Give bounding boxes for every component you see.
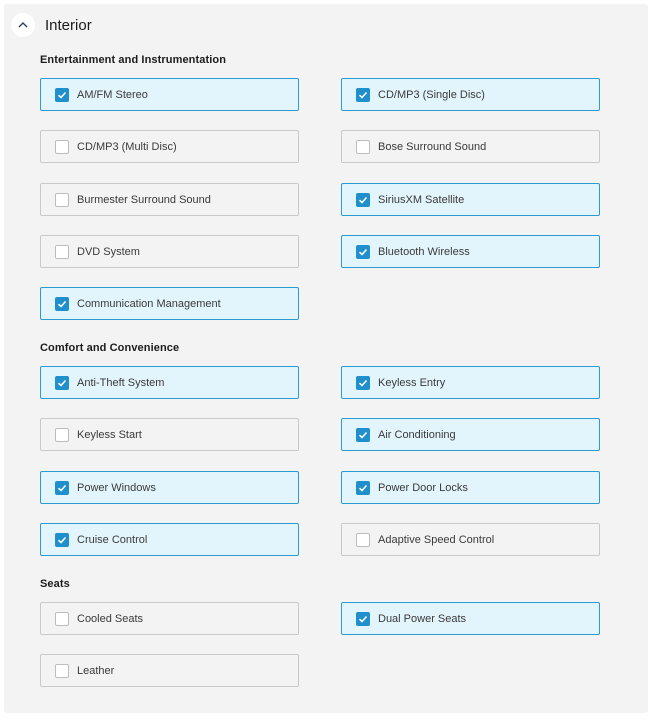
option-label: SiriusXM Satellite xyxy=(378,193,465,206)
option-adaptive-speed-control[interactable] xyxy=(341,523,600,556)
section-title: Interior xyxy=(45,16,92,34)
option-label: Communication Management xyxy=(77,297,221,310)
checkbox[interactable] xyxy=(356,533,370,547)
option-label: AM/FM Stereo xyxy=(77,88,148,101)
group-title-entertainment: Entertainment and Instrumentation xyxy=(40,54,227,66)
option-cd-mp3-single-disc[interactable] xyxy=(341,78,600,111)
check-icon xyxy=(358,195,368,205)
chevron-up-icon xyxy=(17,19,29,31)
option-air-conditioning[interactable] xyxy=(341,418,600,451)
checkbox[interactable] xyxy=(55,533,69,547)
option-label: Keyless Start xyxy=(77,428,142,441)
checkbox[interactable] xyxy=(356,88,370,102)
option-label: Anti-Theft System xyxy=(77,376,165,389)
checkbox[interactable] xyxy=(356,481,370,495)
checkbox[interactable] xyxy=(55,193,69,207)
option-anti-theft-system[interactable] xyxy=(40,366,299,399)
option-label: Adaptive Speed Control xyxy=(378,533,495,546)
option-label: Cruise Control xyxy=(77,533,148,546)
option-cruise-control[interactable] xyxy=(40,523,299,556)
check-icon xyxy=(57,378,67,388)
option-label: Leather xyxy=(77,664,115,677)
checkbox[interactable] xyxy=(55,140,69,154)
option-leather[interactable] xyxy=(40,654,299,687)
check-icon xyxy=(358,247,368,257)
option-label: Power Windows xyxy=(77,481,156,494)
option-keyless-start[interactable] xyxy=(40,418,299,451)
section-header[interactable] xyxy=(11,13,92,37)
option-label: Dual Power Seats xyxy=(378,612,467,625)
check-icon xyxy=(358,90,368,100)
option-dual-power-seats[interactable] xyxy=(341,602,600,635)
checkbox[interactable] xyxy=(55,481,69,495)
checkbox[interactable] xyxy=(55,88,69,102)
option-siriusxm-satellite[interactable] xyxy=(341,183,600,216)
option-cooled-seats[interactable] xyxy=(40,602,299,635)
option-communication-management[interactable] xyxy=(40,287,299,320)
collapse-toggle-button[interactable] xyxy=(11,13,35,37)
option-label: DVD System xyxy=(77,245,140,258)
check-icon xyxy=(57,299,67,309)
check-icon xyxy=(57,483,67,493)
checkbox[interactable] xyxy=(55,612,69,626)
checkbox[interactable] xyxy=(55,376,69,390)
option-keyless-entry[interactable] xyxy=(341,366,600,399)
checkbox[interactable] xyxy=(356,428,370,442)
check-icon xyxy=(57,535,67,545)
checkbox[interactable] xyxy=(356,193,370,207)
option-label: Bose Surround Sound xyxy=(378,140,487,153)
check-icon xyxy=(358,614,368,624)
option-label: Burmester Surround Sound xyxy=(77,193,211,206)
option-label: Keyless Entry xyxy=(378,376,446,389)
group-title-comfort: Comfort and Convenience xyxy=(40,342,180,354)
option-label: Bluetooth Wireless xyxy=(378,245,470,258)
checkbox[interactable] xyxy=(356,376,370,390)
option-burmester-surround-sound[interactable] xyxy=(40,183,299,216)
checkbox[interactable] xyxy=(55,428,69,442)
interior-panel xyxy=(4,4,648,713)
check-icon xyxy=(358,483,368,493)
option-label: CD/MP3 (Single Disc) xyxy=(378,88,485,101)
checkbox[interactable] xyxy=(356,140,370,154)
option-power-windows[interactable] xyxy=(40,471,299,504)
checkbox[interactable] xyxy=(356,245,370,259)
checkbox[interactable] xyxy=(55,664,69,678)
checkbox[interactable] xyxy=(55,245,69,259)
check-icon xyxy=(358,378,368,388)
group-title-seats: Seats xyxy=(40,578,70,590)
check-icon xyxy=(57,90,67,100)
option-label: Air Conditioning xyxy=(378,428,456,441)
option-am-fm-stereo[interactable] xyxy=(40,78,299,111)
checkbox[interactable] xyxy=(356,612,370,626)
option-label: CD/MP3 (Multi Disc) xyxy=(77,140,177,153)
checkbox[interactable] xyxy=(55,297,69,311)
option-label: Cooled Seats xyxy=(77,612,144,625)
option-label: Power Door Locks xyxy=(378,481,468,494)
option-bluetooth-wireless[interactable] xyxy=(341,235,600,268)
option-dvd-system[interactable] xyxy=(40,235,299,268)
option-power-door-locks[interactable] xyxy=(341,471,600,504)
check-icon xyxy=(358,430,368,440)
option-bose-surround-sound[interactable] xyxy=(341,130,600,163)
option-cd-mp3-multi-disc[interactable] xyxy=(40,130,299,163)
